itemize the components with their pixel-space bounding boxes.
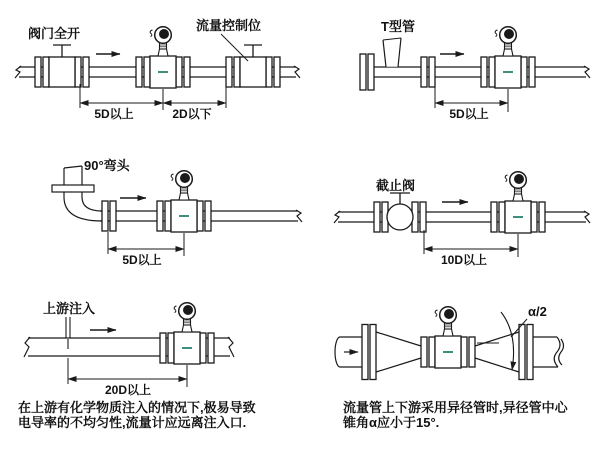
t-branch <box>383 38 401 67</box>
flow-control-label: 流量控制位 <box>196 18 262 33</box>
flowmeter-symbol <box>491 172 545 233</box>
tall-flange-left <box>362 325 376 380</box>
dim-2d-label: 2D以下 <box>172 107 212 121</box>
reducer-caption <box>343 400 568 430</box>
pipe-break-right <box>294 66 300 78</box>
valve-open-label: 阀门全开 <box>28 26 81 41</box>
flowmeter-symbol <box>421 307 475 368</box>
injection-caption-line2: 电导率的不均匀性,流量计应远离注入口. <box>18 415 247 430</box>
reducer-caption-line1: 流量管上下游采用异径管时,异径管中心 <box>343 400 568 415</box>
diagram-valve-full-open <box>0 0 310 130</box>
dim-5d-label: 5D以上 <box>449 107 489 121</box>
reducer-caption-line2: 锥角α应小于15°. <box>343 415 440 430</box>
dim-5d-label: 5D以上 <box>122 253 162 267</box>
injection-tube <box>66 317 70 349</box>
t-pipe-label: T型管 <box>381 19 415 34</box>
flange-symbol <box>102 201 116 231</box>
injection-label: 上游注入 <box>43 301 96 316</box>
flowmeter-symbol <box>157 171 211 232</box>
stop-valve-symbol <box>374 193 426 232</box>
pipe-break-left <box>24 337 30 357</box>
elbow-label: 90°弯头 <box>84 158 130 173</box>
stop-valve-label: 截止阀 <box>376 178 416 193</box>
pipe-break-right <box>554 337 560 367</box>
pipe-break-right <box>584 66 590 78</box>
injection-caption-line1: 在上游有化学物质注入的情况下,极易导致 <box>18 400 256 415</box>
diagram-stop-valve <box>312 150 600 286</box>
flowmeter-symbol <box>136 27 190 88</box>
dim-10d-label: 10D以上 <box>440 253 488 267</box>
pipe-break-left <box>15 66 21 78</box>
flowmeter-symbol <box>160 303 214 364</box>
diagram-90-elbow <box>0 150 310 286</box>
elbow-flange-plate <box>52 185 94 192</box>
pipe-break-right <box>228 337 234 357</box>
half-angle-label: α/2 <box>528 304 547 319</box>
dim-20d-label: 20D以上 <box>104 383 152 397</box>
pipe-break-left <box>334 211 340 223</box>
gate-valve-symbol <box>35 45 89 87</box>
injection-caption <box>18 400 256 430</box>
diagram-reducer <box>315 292 600 400</box>
end-flange-symbol <box>360 54 374 90</box>
flowmeter-symbol <box>481 27 535 88</box>
pipe-break-right <box>296 210 302 222</box>
diagram-t-pipe <box>312 0 600 130</box>
pipe <box>334 211 590 223</box>
control-valve-symbol <box>226 45 280 87</box>
flange-symbol <box>421 57 435 87</box>
diagram-upstream-injection <box>0 292 310 404</box>
tall-flange-right <box>519 325 533 380</box>
pipe-break-right <box>584 211 590 223</box>
dim-5d-label: 5D以上 <box>94 107 134 121</box>
large-pipe-right <box>533 337 564 367</box>
